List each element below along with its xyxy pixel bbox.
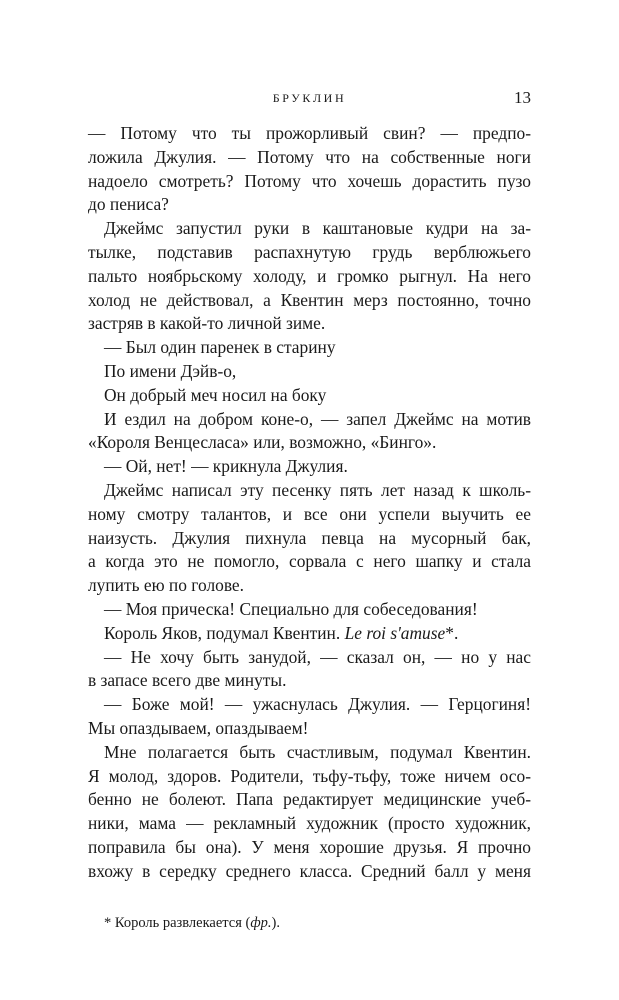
text-line: тылке, подставив распахнутую грудь верблюжьего — [88, 241, 531, 262]
text-line: Я молод, здоров. Родители, тьфу-тьфу, тоже ничем осо- — [88, 765, 531, 786]
verse-line: По имени Дэйв-о, — [104, 360, 237, 381]
text-line: в запасе всего две минуты. — [88, 670, 287, 691]
verse-line: — Был один паренек в старину — [104, 337, 336, 358]
text-line: «Короля Венцесласа» или, возможно, «Бинго». — [88, 432, 437, 453]
text-line: надоело смотреть? Потому что хочешь дорастить пузо — [88, 170, 531, 191]
text-line: ложила Джулия. — Потому что на собственные ноги — [88, 146, 531, 167]
text-line: лупить ею по голове. — [88, 575, 244, 596]
french-phrase: Le roi s'amuse — [344, 622, 446, 643]
text-line: И ездил на добром коне-о, — запел Джеймс на мотив — [104, 408, 531, 429]
text-line-with-french — [88, 622, 531, 646]
page-header — [88, 88, 531, 108]
text-line: Мне полагается быть счастливым, подумал Квентин. — [104, 741, 531, 762]
text-line: ному смотру талантов, и все они успели выучить ее — [88, 503, 531, 524]
text-line: застряв в какой-то личной зиме. — [88, 313, 326, 334]
text-line: ники, мама — рекламный художник (просто художник, — [88, 813, 531, 834]
text-line: бенно не болеют. Папа редактирует медицинские учеб- — [88, 789, 531, 810]
verse-line: Он добрый меч носил на боку — [104, 384, 327, 405]
text-line: пальто ноябрьскому холоду, и громко рыгнул. На него — [88, 265, 531, 286]
text-line: наизусть. Джулия пихнула певца на мусорный бак, — [88, 527, 531, 548]
text-line: холод не действовал, а Квентин мерз постоянно, точно — [88, 289, 531, 310]
text-line: до пениса? — [88, 194, 169, 215]
running-title: БРУКЛИН — [272, 91, 347, 105]
text-line: поправила бы она). У меня хорошие друзья. Я прочно — [88, 836, 531, 857]
text-line: — Не хочу быть занудой, — сказал он, — но у нас — [104, 646, 531, 667]
footnote-mark: *. — [445, 622, 459, 643]
footnote-close: ). — [271, 915, 281, 931]
body-text — [88, 122, 531, 884]
text-line: Джеймс запустил руки в каштановые кудри на за- — [104, 218, 531, 239]
text-line: вхожу в середку среднего класса. Средний балл у меня — [88, 860, 531, 881]
footnote-abbreviation: фр. — [250, 915, 272, 931]
text-line: — Боже мой! — ужаснулась Джулия. — Герцогиня! — [104, 694, 531, 715]
footnote-open: * Король развлекается ( — [104, 915, 251, 931]
text-line: — Ой, нет! — крикнула Джулия. — [104, 456, 348, 477]
text-line: — Потому что ты прожорливый свин? — предпо- — [88, 123, 531, 143]
text-line: Джеймс написал эту песенку пять лет назад к школь- — [104, 479, 531, 500]
text-line: а когда это не помогло, сорвала с него шапку и стала — [88, 551, 531, 572]
text-line: — Моя прическа! Специально для собеседования! — [104, 598, 478, 619]
footnote — [104, 913, 280, 933]
text-line: Мы опаздываем, опаздываем! — [88, 717, 309, 738]
text-fragment: Король Яков, подумал Квентин. — [104, 622, 341, 643]
page-number: 13 — [514, 88, 531, 107]
